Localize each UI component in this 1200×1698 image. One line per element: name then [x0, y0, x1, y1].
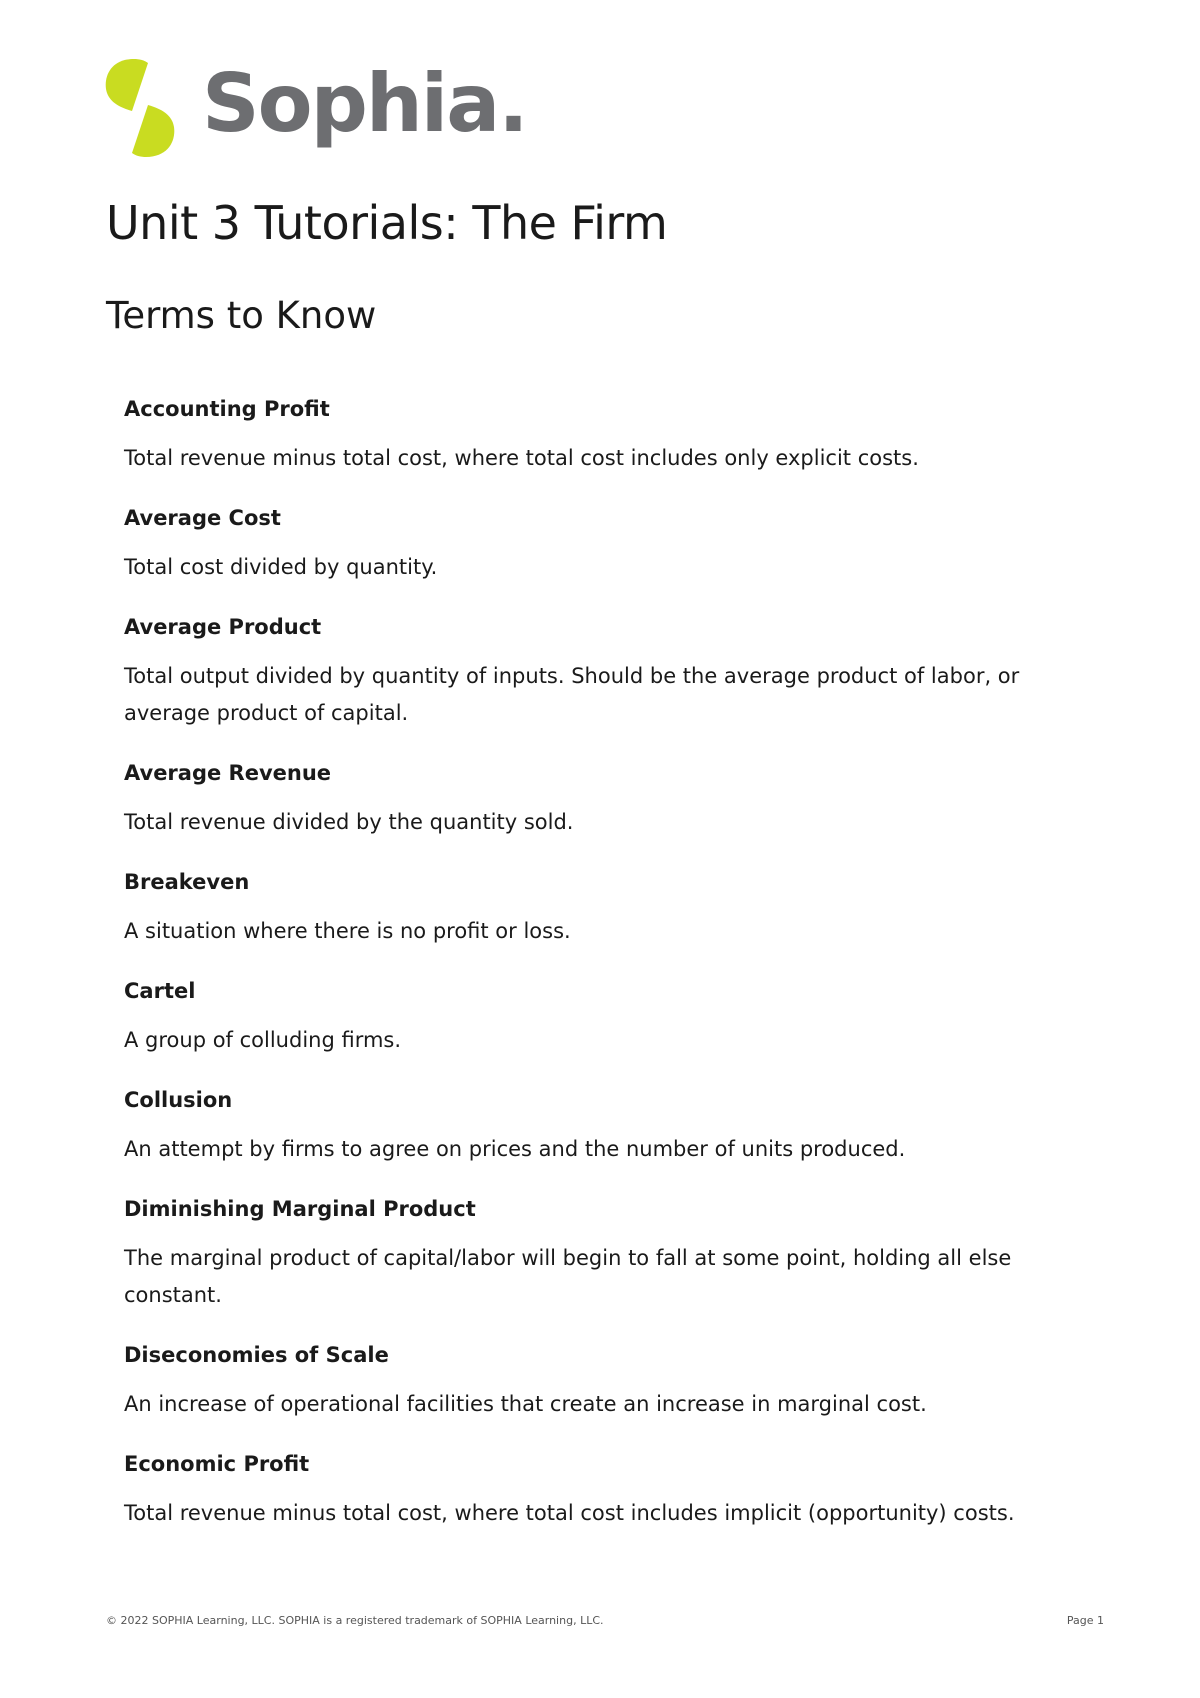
term-entry	[124, 867, 1054, 950]
section-heading: Terms to Know	[106, 294, 377, 337]
term-definition: Total cost divided by quantity.	[124, 555, 438, 579]
term-entry	[124, 976, 1054, 1059]
term-entry	[124, 394, 1054, 477]
term-entry	[124, 1340, 1054, 1423]
term-name: Collusion	[124, 1088, 233, 1112]
brand-name: Sophia	[202, 57, 499, 150]
term-entry	[124, 1194, 1054, 1314]
sophia-logo	[104, 56, 527, 160]
term-definition: Total revenue divided by the quantity sold.	[124, 810, 574, 834]
term-definition: Total output divided by quantity of inputs. Should be the average product of labor, or average product of capital.	[124, 664, 1020, 725]
term-entry	[124, 1085, 1054, 1168]
term-entry	[124, 1449, 1054, 1532]
term-entry	[124, 503, 1054, 586]
page-number: Page 1	[1066, 1614, 1104, 1627]
page-footer	[106, 1614, 1104, 1627]
term-definition: The marginal product of capital/labor will begin to fall at some point, holding all else constant.	[124, 1246, 1012, 1307]
page-title: Unit 3 Tutorials: The Firm	[106, 196, 668, 250]
term-definition: An increase of operational facilities that create an increase in marginal cost.	[124, 1392, 927, 1416]
terms-list	[124, 394, 1054, 1558]
term-definition: A situation where there is no profit or loss.	[124, 919, 571, 943]
sophia-logo-mark-icon	[104, 57, 176, 159]
brand-dot: .	[498, 57, 527, 150]
term-name: Cartel	[124, 979, 196, 1003]
term-name: Accounting Profit	[124, 397, 330, 421]
term-name: Breakeven	[124, 870, 250, 894]
copyright-notice: © 2022 SOPHIA Learning, LLC. SOPHIA is a registered trademark of SOPHIA Learning, LLC.	[106, 1614, 604, 1627]
sophia-wordmark	[202, 57, 527, 150]
term-name: Diminishing Marginal Product	[124, 1197, 476, 1221]
term-name: Economic Profit	[124, 1452, 310, 1476]
term-definition: Total revenue minus total cost, where total cost includes only explicit costs.	[124, 446, 919, 470]
term-name: Average Product	[124, 615, 322, 639]
term-definition: A group of colluding firms.	[124, 1028, 402, 1052]
term-name: Diseconomies of Scale	[124, 1343, 389, 1367]
term-entry	[124, 612, 1054, 732]
term-name: Average Cost	[124, 506, 281, 530]
term-name: Average Revenue	[124, 761, 332, 785]
term-definition: An attempt by firms to agree on prices and the number of units produced.	[124, 1137, 906, 1161]
term-entry	[124, 758, 1054, 841]
term-definition: Total revenue minus total cost, where total cost includes implicit (opportunity) costs.	[124, 1501, 1015, 1525]
